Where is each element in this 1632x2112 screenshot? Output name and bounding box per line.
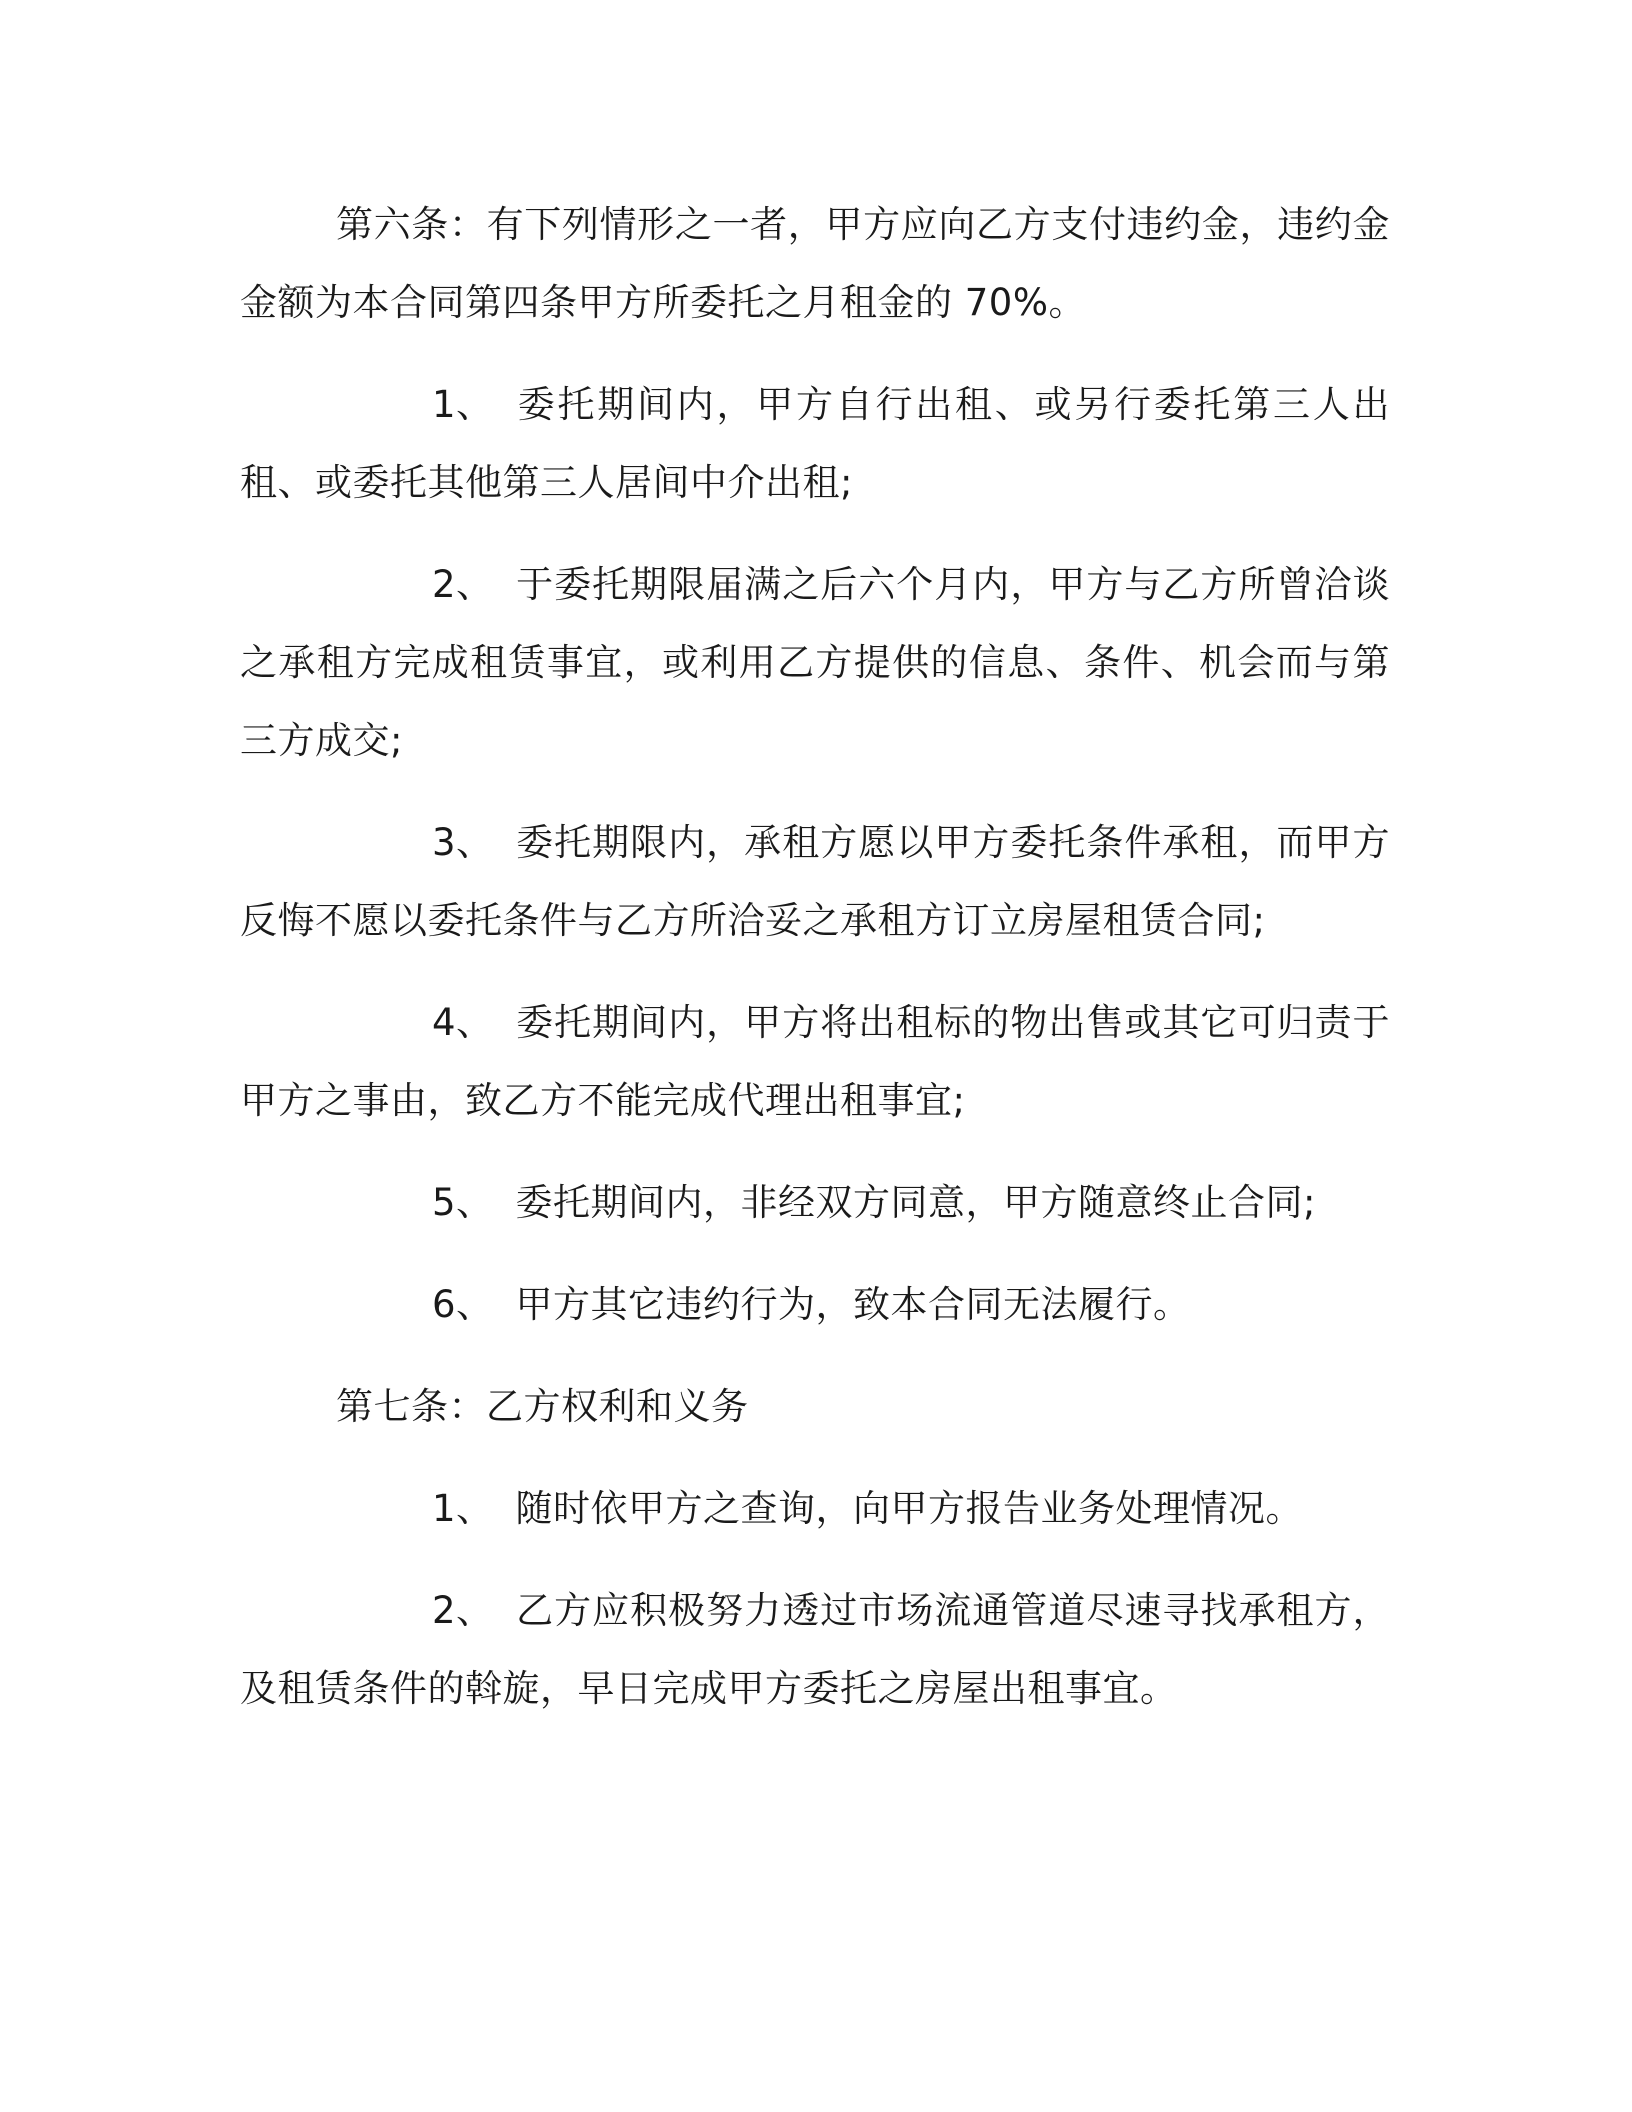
article-seven-item-2: [240, 1572, 1390, 1728]
item-text: 委托期限内，承租方愿以甲方委托条件承租，而甲方反悔不愿以委托条件与乙方所洽妥之承租方订立房屋租赁合同;: [240, 821, 1390, 942]
article-six-item-4: [240, 984, 1390, 1140]
article-seven-heading: [240, 1368, 1390, 1446]
article-six-item-5: [240, 1164, 1390, 1242]
article-six-item-6: [240, 1266, 1390, 1344]
article-six-item-2: [240, 546, 1390, 780]
item-text: 随时依甲方之查询，向甲方报告业务处理情况。: [515, 1487, 1304, 1530]
item-text: 甲方其它违约行为，致本合同无法履行。: [515, 1283, 1191, 1326]
item-text: 于委托期限届满之后六个月内，甲方与乙方所曾洽谈之承租方完成租赁事宜，或利用乙方提供的信息、条件、机会而与第三方成交;: [240, 563, 1390, 762]
item-number: 2、: [432, 563, 494, 606]
item-number: 4、: [432, 1001, 494, 1044]
item-text: 委托期间内，非经双方同意，甲方随意终止合同;: [515, 1181, 1317, 1224]
item-number: 1、: [432, 383, 494, 426]
item-number: 6、: [432, 1283, 494, 1326]
item-number: 5、: [432, 1181, 494, 1224]
item-text: 委托期间内，甲方将出租标的物出售或其它可归责于甲方之事由，致乙方不能完成代理出租事宜;: [240, 1001, 1390, 1122]
item-number: 2、: [432, 1589, 494, 1632]
item-number: 1、: [432, 1487, 494, 1530]
article-six-paragraph: [240, 186, 1390, 342]
item-text: 委托期间内，甲方自行出租、或另行委托第三人出租、或委托其他第三人居间中介出租;: [240, 383, 1390, 504]
item-text: 乙方应积极努力透过市场流通管道尽速寻找承租方，及租赁条件的斡旋，早日完成甲方委托之房屋出租事宜。: [240, 1589, 1390, 1710]
article-six-item-3: [240, 804, 1390, 960]
article-seven-text: 第七条：乙方权利和义务: [336, 1385, 749, 1428]
article-six-item-1: [240, 366, 1390, 522]
article-seven-item-1: [240, 1470, 1390, 1548]
item-number: 3、: [432, 821, 494, 864]
article-six-text: 第六条：有下列情形之一者，甲方应向乙方支付违约金，违约金金额为本合同第四条甲方所委托之月租金的 70%。: [240, 203, 1390, 324]
document-body: [240, 186, 1390, 1752]
